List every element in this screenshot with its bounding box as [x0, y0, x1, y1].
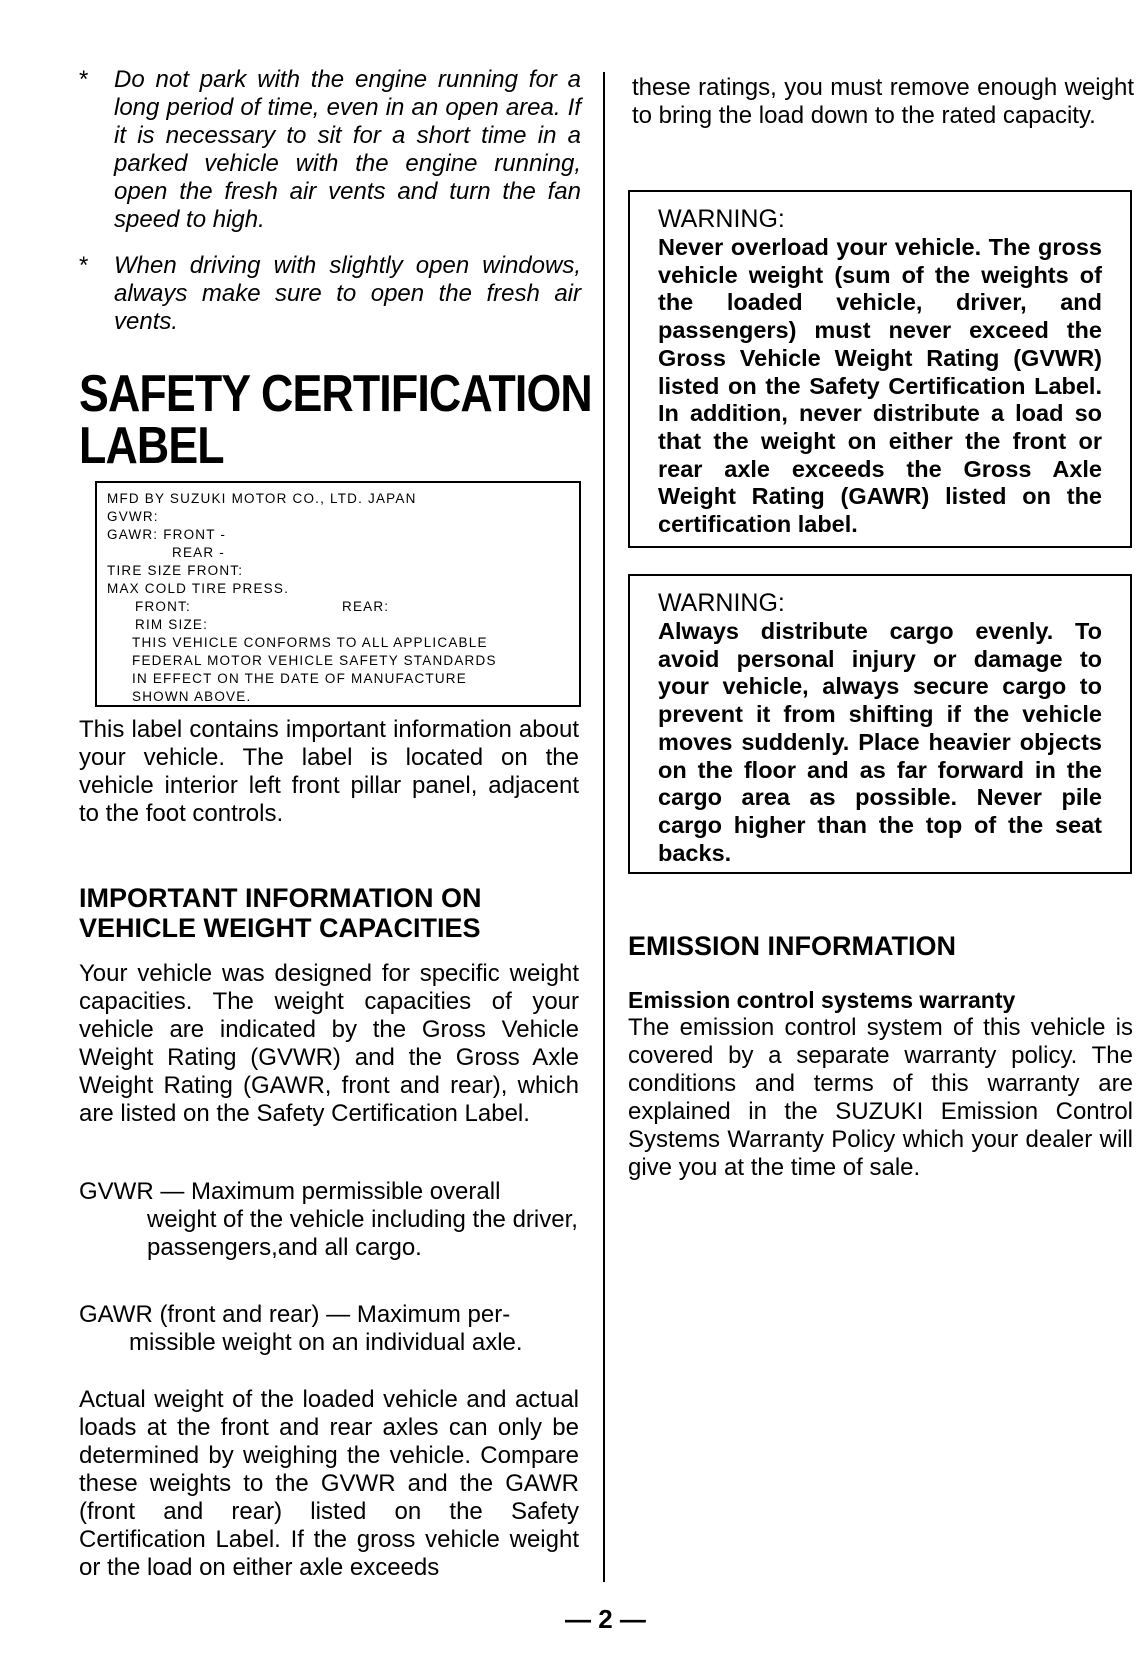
emission-paragraph: The emission control system of this vehicle is covered by a separate warranty policy. The conditions and terms of this warranty are explained in the SUZUKI Emission Control Systems Warranty Policy which your dealer will give you at the time of sale.	[628, 1014, 1133, 1181]
label-line: REAR -	[172, 545, 225, 560]
bullet-item	[79, 252, 581, 336]
label-line: GAWR: FRONT -	[107, 527, 227, 542]
bullet-star: *	[79, 252, 89, 279]
gvwr-definition	[79, 1178, 581, 1262]
page-number: — 2 —	[565, 1604, 646, 1634]
emission-heading: EMISSION INFORMATION	[628, 931, 956, 961]
label-line: RIM SIZE:	[135, 617, 209, 632]
certification-label-sample	[95, 481, 581, 707]
label-line: FEDERAL MOTOR VEHICLE SAFETY STANDARDS	[132, 653, 497, 668]
warning-box-cargo	[628, 574, 1132, 874]
emission-subheading: Emission control systems warranty	[628, 987, 1016, 1013]
label-info-paragraph: This label contains important information about your vehicle. The label is located on the vehicle interior left front pillar panel, adjacent to the foot controls.	[79, 716, 579, 827]
label-line: REAR:	[342, 599, 390, 614]
weight-capacities-paragraph: Your vehicle was designed for specific weight capacities. The weight capacities of your vehicle are indicated by the Gross Vehicle Weight Rating (GVWR) and the Gross Axle Weight Rating (GAWR, front and rear), which are listed on the Safety Certification Label.	[79, 960, 579, 1127]
warning-body: Never overload your vehicle. The gross vehicle weight (sum of the weights of the loaded vehicle, driver, and passengers) must never exceed the Gross Vehicle Weight Rating (GVWR) listed on the Safety Certification Label. In addition, never distribute a load so that the weight on either the front or rear axle exceeds the Gross Axle Weight Rating (GAWR) listed on the certification label.	[658, 234, 1102, 538]
label-line: FRONT:	[135, 599, 191, 614]
column-divider	[603, 72, 605, 1582]
label-line: IN EFFECT ON THE DATE OF MANUFACTURE	[132, 671, 467, 686]
gawr-desc: missible weight on an individual axle.	[129, 1329, 523, 1356]
bullet-text: Do not park with the engine running for a long period of time, even in an open area. If it is necessary to sit for a short time in a parked vehicle with the engine running, open the fresh air vents and turn the fan speed to high.	[114, 66, 581, 233]
warning-body: Always distribute cargo evenly. To avoid personal injury or damage to your vehicle, always secure cargo to prevent it from shifting if the vehicle moves suddenly. Place heavier objects on the floor and as far forward in the cargo area as possible. Never pile cargo higher than the top of the seat backs.	[658, 618, 1102, 866]
label-line: MAX COLD TIRE PRESS.	[107, 581, 290, 596]
weight-capacities-heading: IMPORTANT INFORMATION ON VEHICLE WEIGHT CAPACITIES	[79, 883, 482, 943]
bullet-item	[79, 66, 581, 234]
bullet-star: *	[79, 66, 89, 93]
warning-title: WARNING:	[658, 589, 785, 617]
gvwr-desc: weight of the vehicle including the driver, passengers,and all cargo.	[147, 1206, 578, 1261]
warning-box-overload	[628, 190, 1132, 548]
label-line: TIRE SIZE FRONT:	[107, 563, 244, 578]
label-line: MFD BY SUZUKI MOTOR CO., LTD. JAPAN	[107, 491, 417, 506]
section-title-line2: LABEL	[79, 417, 224, 475]
gawr-term: GAWR (front and rear) — Maximum per-	[79, 1301, 511, 1328]
continuation-paragraph: these ratings, you must remove enough weight to bring the load down to the rated capacity.	[632, 74, 1134, 129]
gawr-definition	[79, 1301, 581, 1357]
section-title-line1: SAFETY CERTIFICATION	[79, 365, 592, 423]
label-line: GVWR:	[107, 509, 159, 524]
bullet-text: When driving with slightly open windows, always make sure to open the fresh air vents.	[114, 252, 581, 335]
label-line: SHOWN ABOVE.	[132, 689, 252, 704]
gvwr-term: GVWR — Maximum permissible overall	[79, 1178, 501, 1205]
actual-weight-paragraph: Actual weight of the loaded vehicle and actual loads at the front and rear axles can only be determined by weighing the vehicle. Compare these weights to the GVWR and the GAWR (front and rear) listed on the Safety Certification Label. If the gross vehicle weight or the load on either axle exceeds	[79, 1386, 579, 1581]
label-line: THIS VEHICLE CONFORMS TO ALL APPLICABLE	[132, 635, 488, 650]
warning-title: WARNING:	[658, 205, 785, 233]
